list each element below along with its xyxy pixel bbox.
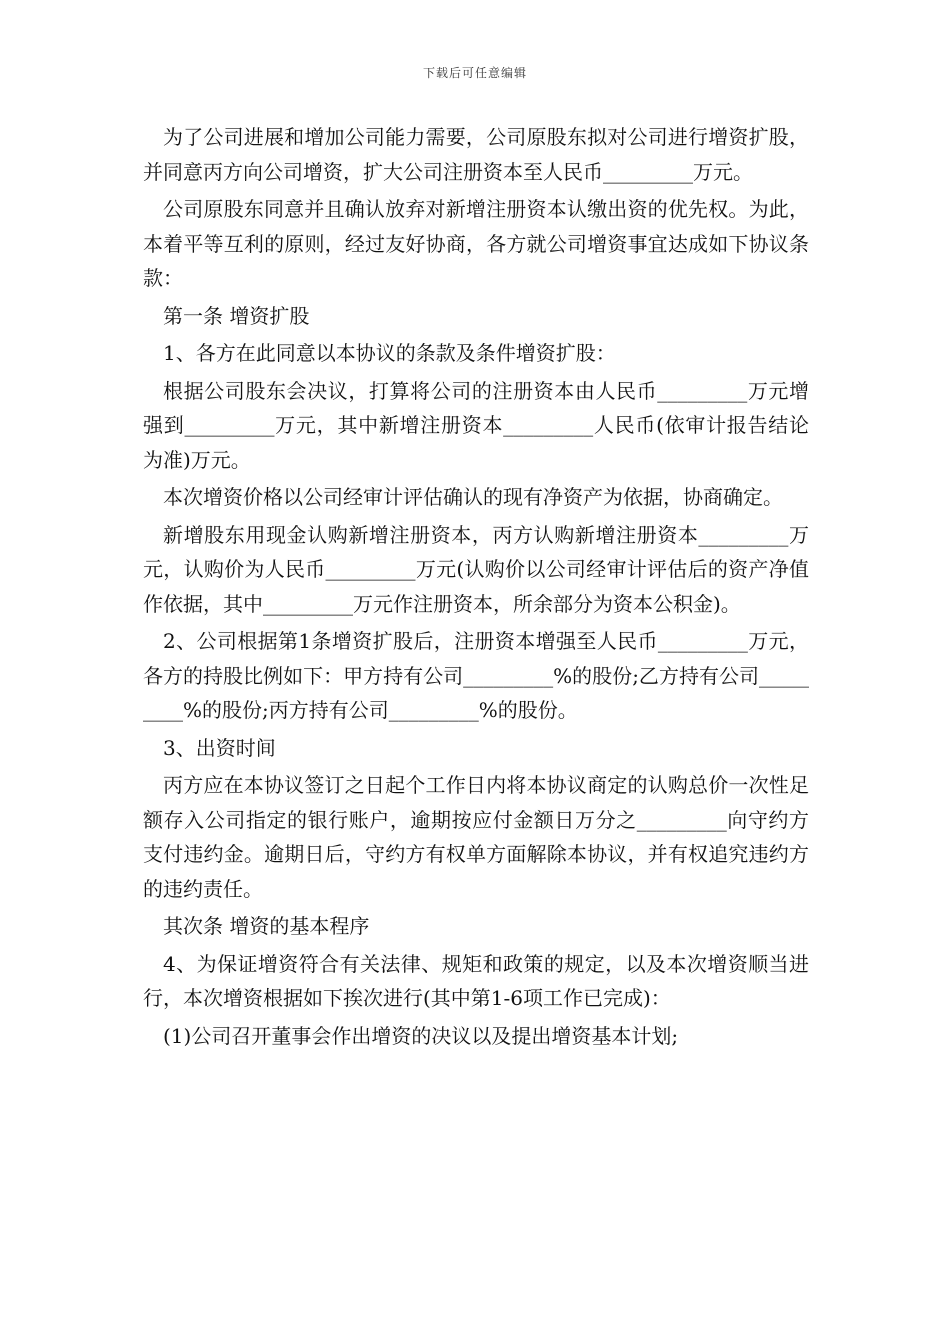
paragraph-subscription: 新增股东用现金认购新增注册资本，丙方认购新增注册资本_________万元，认购价为人民币_________万元(认购价以公司经审计评估后的资产净值作依据，其中_________万元作注册资本，所余部分为资本公积金)。	[143, 522, 809, 616]
clause-3: 3、出资时间	[163, 735, 276, 760]
article-heading-1: 第一条 增资扩股	[163, 303, 310, 328]
paragraph-price: 本次增资价格以公司经审计评估确认的现有净资产为依据，协商确定。	[163, 485, 783, 509]
clause-2: 2、公司根据第1条增资扩股后，注册资本增强至人民币_________万元，各方的持股比例如下：甲方持有公司_________%的股份;乙方持有公司_________%的股份;丙方持有公司_________%的股份。	[143, 629, 809, 722]
clause-1: 1、各方在此同意以本协议的条款及条件增资扩股：	[163, 341, 616, 365]
paragraph-waiver: 公司原股东同意并且确认放弃对新增注册资本认缴出资的优先权。为此，本着平等互利的原则，经过友好协商，各方就公司增资事宜达成如下协议条款：	[143, 197, 809, 290]
procedure-item-1: (1)公司召开董事会作出增资的决议以及提出增资基本计划;	[163, 1023, 679, 1048]
paragraph-intro: 为了公司进展和增加公司能力需要，公司原股东拟对公司进行增资扩股，并同意丙方向公司增资，扩大公司注册资本至人民币_________万元。	[143, 125, 809, 184]
document-body	[143, 120, 809, 1056]
paragraph-resolution: 根据公司股东会决议，打算将公司的注册资本由人民币_________万元增强到_________万元，其中新增注册资本_________人民币(依审计报告结论为准)万元。	[143, 378, 809, 472]
clause-4: 4、为保证增资符合有关法律、规矩和政策的规定，以及本次增资顺当进行，本次增资根据如下挨次进行(其中第1-6项工作已完成)：	[143, 951, 809, 1010]
article-heading-2: 其次条 增资的基本程序	[163, 914, 370, 938]
page-header: 下载后可任意编辑	[422, 66, 527, 80]
paragraph-payment: 丙方应在本协议签订之日起个工作日内将本协议商定的认购总价一次性足额存入公司指定的银行账户，逾期按应付金额日万分之_________向守约方支付违约金。逾期日后，守约方有权单方面解除本协议，并有权追究违约方的违约责任。	[143, 773, 809, 901]
